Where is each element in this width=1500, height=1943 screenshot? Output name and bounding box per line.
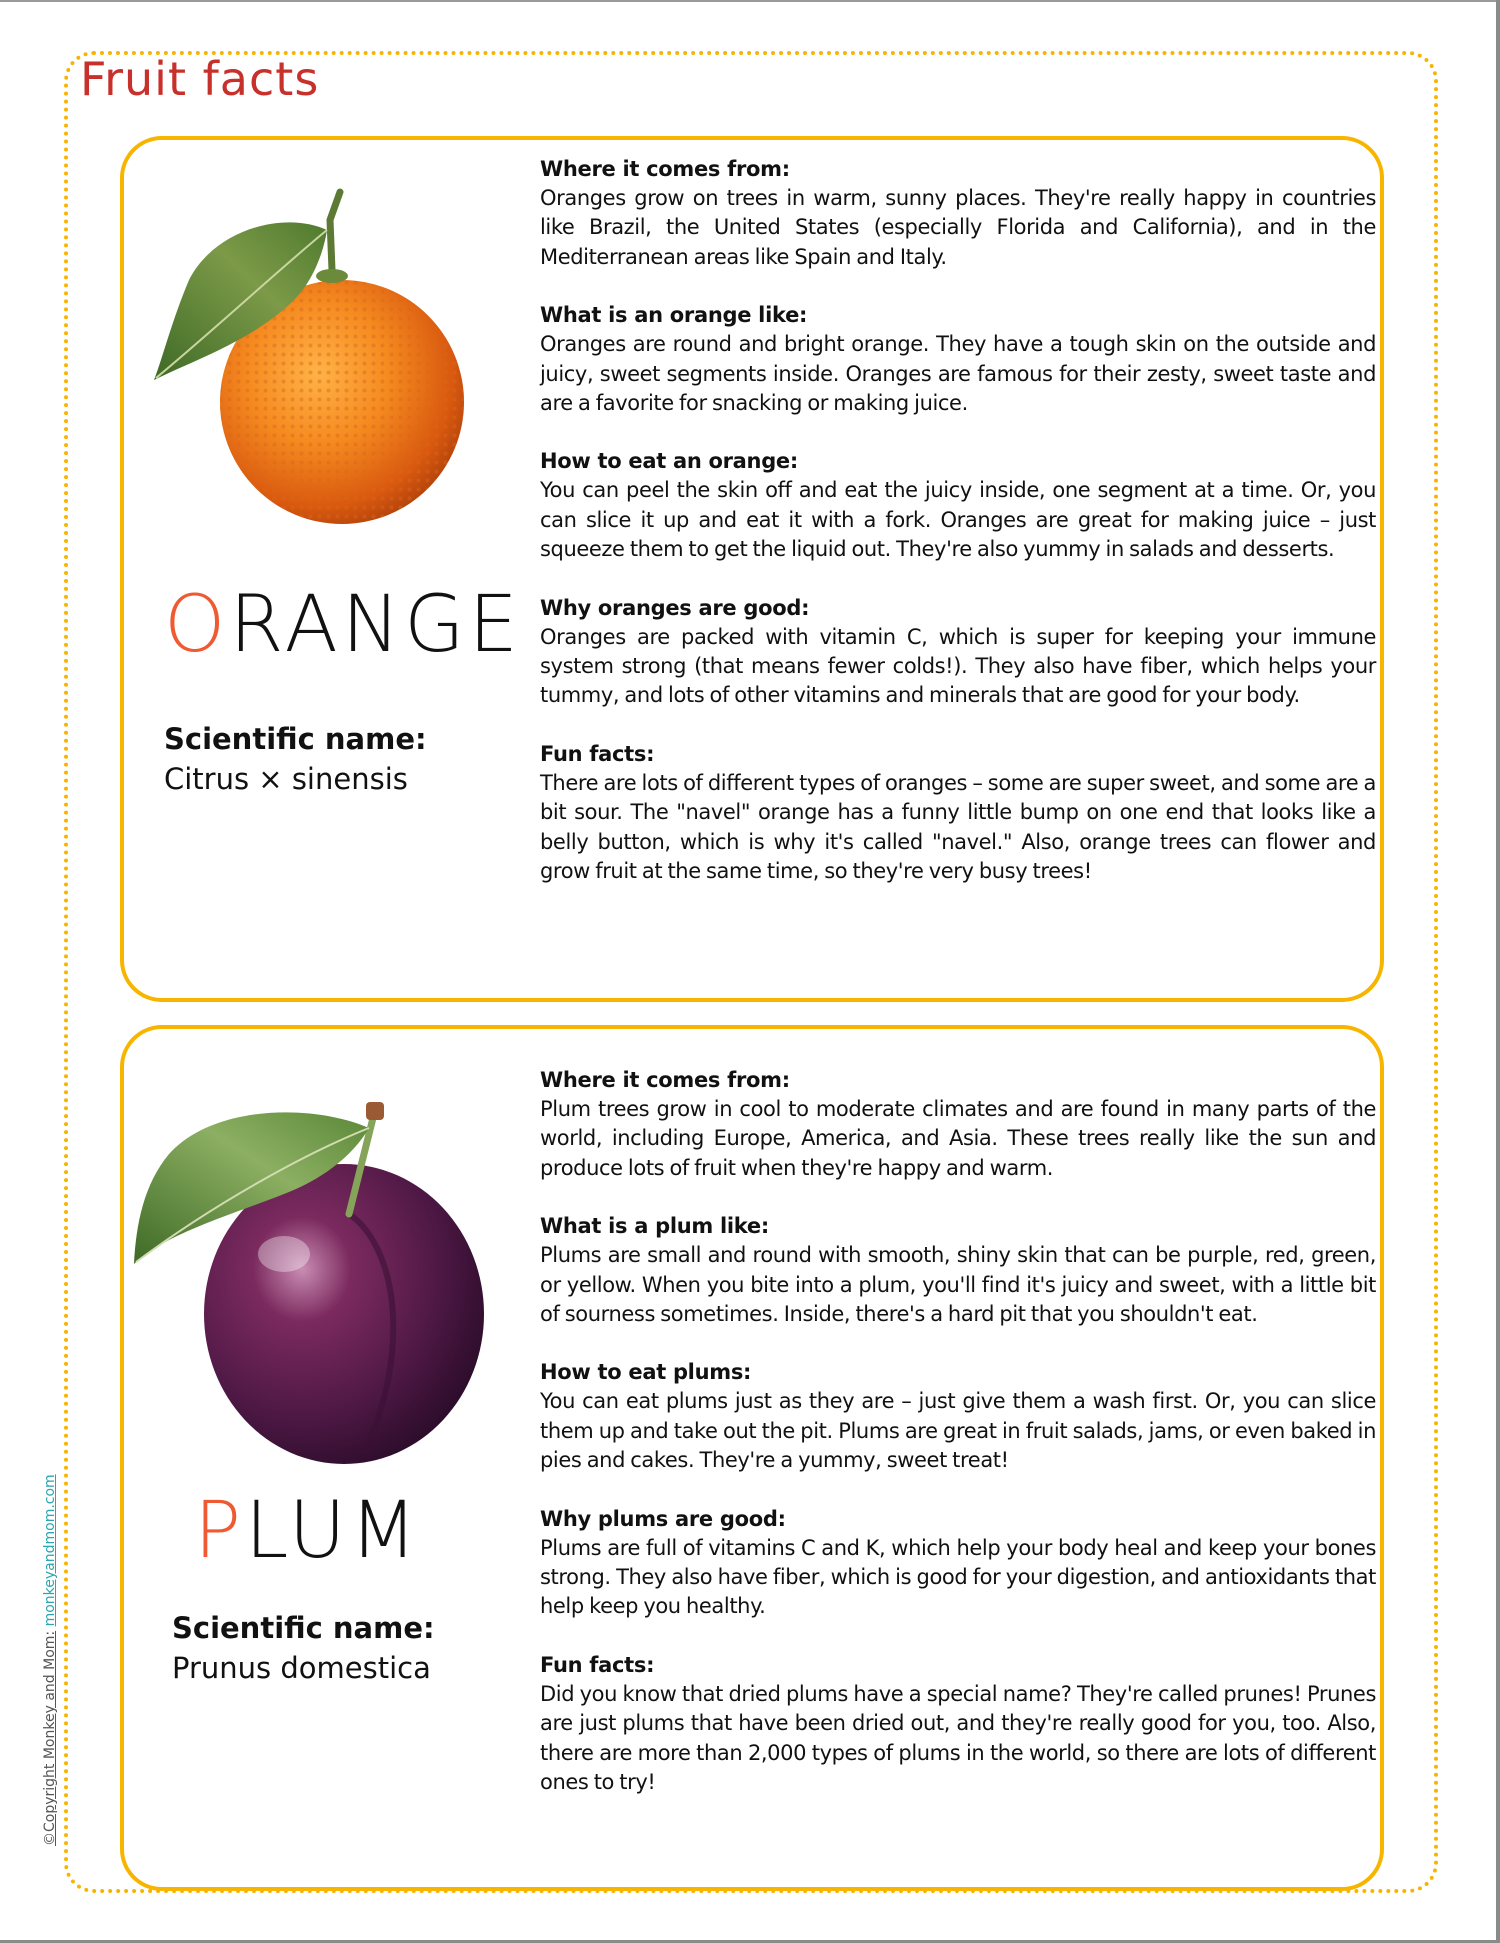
fruit-name-title [194,1486,422,1576]
fact-body: Plums are full of vitamins C and K, which help your body heal and keep your bones strong. They also have fiber, which is good for your digestion, and antioxidants that help keep you healthy. [540,1535,1376,1619]
fact-list [540,155,1376,916]
orange-fruit-illustration-icon [144,170,504,550]
fact-heading: Why plums are good: [540,1506,786,1531]
copyright-notice [42,1474,58,1846]
fruit-name-rest: LUM [245,1486,422,1576]
fact-body: Oranges are packed with vitamin C, which is super for keeping your immune system strong (that means fewer colds!). They also have fiber, which helps your tummy, and lots of other vitamins and minerals that are good for your body. [540,624,1376,708]
fact-section-origin [540,155,1376,272]
fact-section-description [540,301,1376,418]
scientific-name-value: Prunus domestica [172,1651,431,1685]
scientific-name-label: Scientific name: [164,722,427,756]
fact-body: Did you know that dried plums have a special name? They're called prunes! Prunes are just plums that have been dried out, and they're really good for you, too. Also, there are more than 2,000 types of plums in the world, so there are lots of different ones to try! [540,1681,1376,1795]
fact-section-origin [540,1066,1376,1183]
fruit-name-initial: P [194,1486,246,1576]
fruit-name-initial: O [164,580,230,670]
fact-heading: How to eat plums: [540,1360,752,1385]
fact-heading: Fun facts: [540,741,655,766]
fact-body: You can eat plums just as they are – just give them a wash first. Or, you can slice them up and take out the pit. Plums are great in fruit salads, jams, or even baked in pies and cakes. They're a yummy, sweet treat! [540,1389,1376,1473]
scientific-name-label: Scientific name: [172,1611,435,1645]
plum-fruit-illustration-icon [124,1084,504,1464]
fact-list [540,1066,1376,1827]
fact-section-how-to-eat [540,1358,1376,1475]
fact-heading: Fun facts: [540,1652,655,1677]
fruit-name-rest: RANGE [229,580,522,670]
fact-heading: What is a plum like: [540,1214,769,1239]
fact-section-description [540,1212,1376,1329]
fact-body: Plums are small and round with smooth, shiny skin that can be purple, red, green, or yellow. When you bite into a plum, you'll find it's juicy and sweet, with a little bit of sourness sometimes. Inside, there's a hard pit that you shouldn't eat. [540,1243,1376,1327]
fruit-name-title [164,580,522,670]
fact-section-benefits [540,594,1376,711]
fact-heading: What is an orange like: [540,303,808,328]
fact-body: There are lots of different types of oranges – some are super sweet, and some are a bit sour. The "navel" orange has a funny little bump on one end that looks like a belly button, which is why it's called "navel." Also, orange trees can flower and grow fruit at the same time, so they're very busy trees! [540,770,1376,884]
fact-heading: Where it comes from: [540,157,790,181]
fact-heading: How to eat an orange: [540,449,798,474]
page-title: Fruit facts [80,52,320,106]
fact-section-fun-facts [540,740,1376,887]
fact-body: Plum trees grow in cool to moderate climates and are found in many parts of the world, including Europe, America, and Asia. These trees really like the sun and produce lots of fruit when they're happy and warm. [540,1097,1376,1180]
copyright-text: ©Copyright Monkey and Mom: [42,1630,58,1846]
fact-body: Oranges grow on trees in warm, sunny places. They're really happy in countries like Brazil, the United States (especially Florida and California), and in the Mediterranean areas like Spain and Italy. [540,186,1376,269]
fact-heading: Where it comes from: [540,1068,790,1092]
page-edge [0,0,1500,2]
fact-body: You can peel the skin off and eat the juicy inside, one segment at a time. Or, you can slice it up and eat it with a fork. Oranges are great for making juice – just squeeze them to get the liquid out. They're also yummy in salads and desserts. [540,478,1376,562]
fruit-card-plum [120,1025,1384,1891]
page-edge [1496,0,1500,1943]
website-link[interactable]: monkeyandmom.com [42,1474,58,1627]
fact-section-fun-facts [540,1651,1376,1798]
fact-body: Oranges are round and bright orange. They have a tough skin on the outside and juicy, sweet segments inside. Oranges are famous for their zesty, sweet taste and are a favorite for snacking or making juice. [540,332,1376,416]
fact-section-benefits [540,1505,1376,1622]
fruit-card-orange [120,136,1384,1002]
fact-heading: Why oranges are good: [540,595,810,620]
scientific-name-value: Citrus × sinensis [164,762,408,796]
fact-section-how-to-eat [540,447,1376,564]
